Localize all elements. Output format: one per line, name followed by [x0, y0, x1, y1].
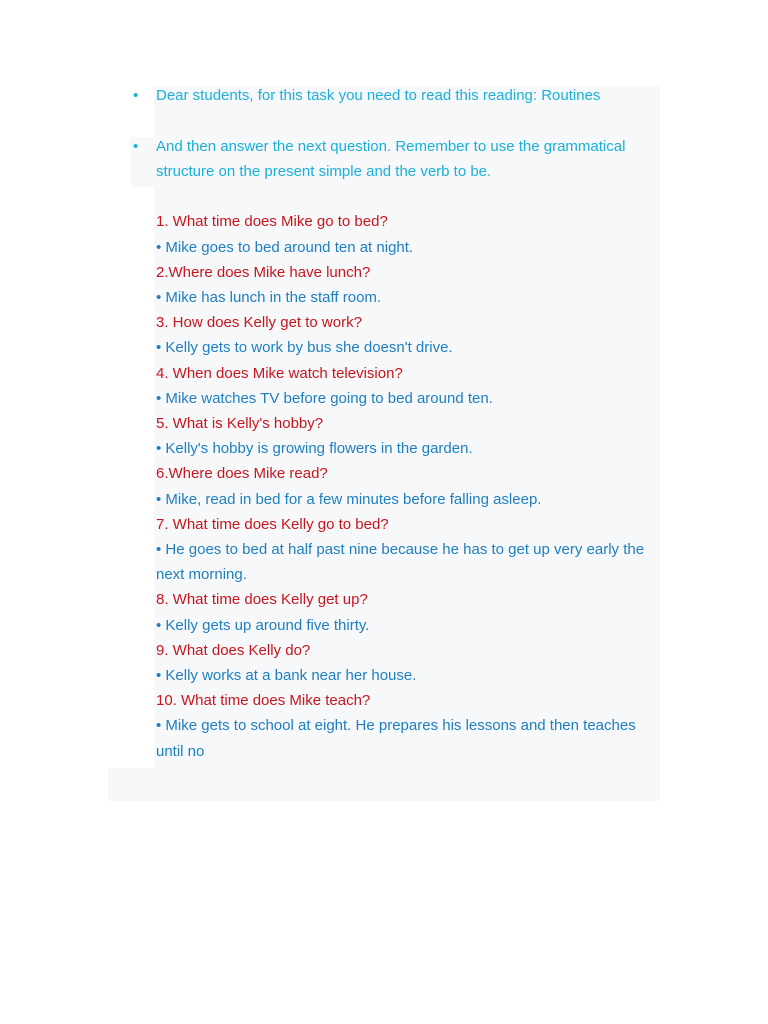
intro-item-2: [133, 134, 656, 184]
answer: • Kelly's hobby is growing flowers in the garden.: [156, 440, 473, 458]
intro-text-1: Dear students, for this task you need to read this reading: Routines: [156, 87, 601, 104]
question: 9. What does Kelly do?: [156, 641, 311, 659]
question: 6.Where does Mike read?: [156, 465, 328, 483]
answer: • He goes to bed at half past nine because he has to get up very early the next morning.: [156, 541, 645, 584]
answer: • Kelly gets to work by bus she doesn't drive.: [156, 339, 453, 357]
answer: • Mike gets to school at eight. He prepares his lessons and then teaches until no: [156, 717, 636, 760]
intro-text-2: And then answer the next question. Remember to use the grammatical structure on the present simple and the verb to be.: [156, 137, 626, 180]
answer: • Mike has lunch in the staff room.: [156, 289, 382, 306]
answer: • Mike, read in bed for a few minutes before falling asleep.: [156, 490, 542, 508]
footer-background: [108, 768, 160, 801]
answer: • Kelly gets up around five thirty.: [156, 616, 370, 634]
question: 5. What is Kelly's hobby?: [156, 415, 324, 433]
document-body: [133, 83, 656, 764]
bullet-icon: •: [133, 137, 139, 155]
answer: • Kelly works at a bank near her house.: [156, 667, 417, 685]
question: 4. When does Mike watch television?: [156, 364, 403, 382]
question: 3. How does Kelly get to work?: [156, 314, 362, 332]
question: 8. What time does Kelly get up?: [156, 591, 368, 609]
question: 2.Where does Mike have lunch?: [156, 263, 371, 281]
bullet-icon: •: [133, 87, 139, 104]
question: 10. What time does Mike teach?: [156, 692, 371, 710]
answer: • Mike watches TV before going to bed around ten.: [156, 389, 493, 407]
intro-item-1: [133, 83, 656, 108]
question: 1. What time does Mike go to bed?: [156, 213, 388, 231]
question: 7. What time does Kelly go to bed?: [156, 515, 389, 533]
answer: • Mike goes to bed around ten at night.: [156, 238, 414, 256]
